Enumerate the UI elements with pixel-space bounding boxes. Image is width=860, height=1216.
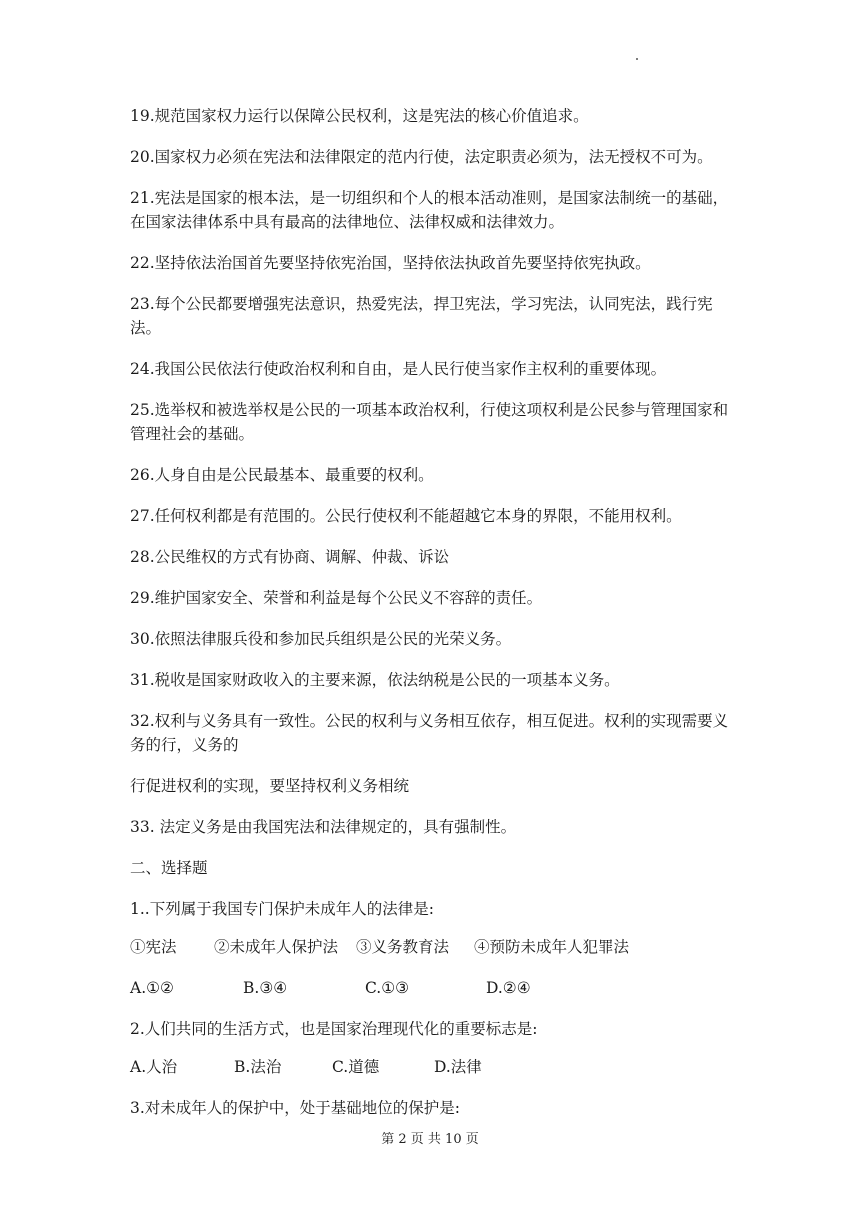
statement-24: 24.我国公民依法行使政治权利和自由，是人民行使当家作主权利的重要体现。 bbox=[130, 360, 667, 378]
choice-a: A.①② bbox=[130, 979, 174, 997]
statement-33: 33. 法定义务是由我国宪法和法律规定的，具有强制性。 bbox=[130, 818, 517, 836]
choice-c: C.道德 bbox=[332, 1058, 380, 1076]
statement-28: 28.公民维权的方式有协商、调解、仲裁、诉讼 bbox=[130, 548, 450, 566]
statement-30: 30.依照法律服兵役和参加民兵组织是公民的光荣义务。 bbox=[130, 630, 512, 648]
choice-a: A.人治 bbox=[130, 1058, 178, 1076]
question-3-stem: 3.对未成年人的保护中，处于基础地位的保护是: bbox=[130, 1099, 461, 1117]
page-mark-dot bbox=[636, 58, 638, 60]
statement-option-4: ④预防未成年人犯罪法 bbox=[474, 938, 630, 956]
statement-32-continued: 行促进权利的实现，要坚持权利义务相统 bbox=[130, 777, 410, 795]
statement-31: 31.税收是国家财政收入的主要来源，依法纳税是公民的一项基本义务。 bbox=[130, 671, 620, 689]
question-2-stem: 2.人们共同的生活方式，也是国家治理现代化的重要标志是: bbox=[130, 1020, 538, 1038]
statement-20: 20.国家权力必须在宪法和法律限定的范内行使，法定职责必须为，法无授权不可为。 bbox=[130, 148, 713, 166]
statement-19: 19.规范国家权力运行以保障公民权利，这是宪法的核心价值追求。 bbox=[130, 107, 589, 125]
statement-21: 21.宪法是国家的根本法，是一切组织和个人的根本活动准则，是国家法制统一的基础，在国家法律体系中具有最高的法律地位、法律权威和法律效力。 bbox=[130, 189, 729, 231]
statement-option-1: ①宪法 bbox=[130, 938, 177, 956]
statement-23: 23.每个公民都要增强宪法意识，热爱宪法，捍卫宪法，学习宪法，认同宪法，践行宪法。 bbox=[130, 295, 713, 337]
statement-26: 26.人身自由是公民最基本、最重要的权利。 bbox=[130, 466, 434, 484]
choice-b: B.法治 bbox=[234, 1058, 282, 1076]
choice-c: C.①③ bbox=[365, 979, 410, 997]
question-1-statements bbox=[130, 935, 730, 959]
statement-32: 32.权利与义务具有一致性。公民的权利与义务相互依存，相互促进。权利的实现需要义务的行，义务的 bbox=[130, 712, 729, 754]
page-footer: 第 2 页 共 10 页 bbox=[381, 1132, 479, 1147]
statement-29: 29.维护国家安全、荣誉和利益是每个公民义不容辞的责任。 bbox=[130, 589, 543, 607]
statement-option-2: ②未成年人保护法 bbox=[214, 938, 339, 956]
question-2-options bbox=[130, 1055, 730, 1079]
statement-22: 22.坚持依法治国首先要坚持依宪治国，坚持依法执政首先要坚持依宪执政。 bbox=[130, 254, 651, 272]
statement-option-3: ③义务教育法 bbox=[356, 938, 450, 956]
choice-d: D.②④ bbox=[486, 979, 531, 997]
choice-d: D.法律 bbox=[434, 1058, 482, 1076]
statement-27: 27.任何权利都是有范围的。公民行使权利不能超越它本身的界限，不能用权利。 bbox=[130, 507, 682, 525]
question-1-stem: 1..下列属于我国专门保护未成年人的法律是: bbox=[130, 900, 434, 918]
question-1-options bbox=[130, 976, 730, 1000]
statement-25: 25.选举权和被选举权是公民的一项基本政治权利，行使这项权利是公民参与管理国家和管理社会的基础。 bbox=[130, 401, 729, 443]
choice-b: B.③④ bbox=[243, 979, 288, 997]
section-title: 二、选择题 bbox=[130, 859, 208, 877]
document-body bbox=[130, 104, 730, 1137]
